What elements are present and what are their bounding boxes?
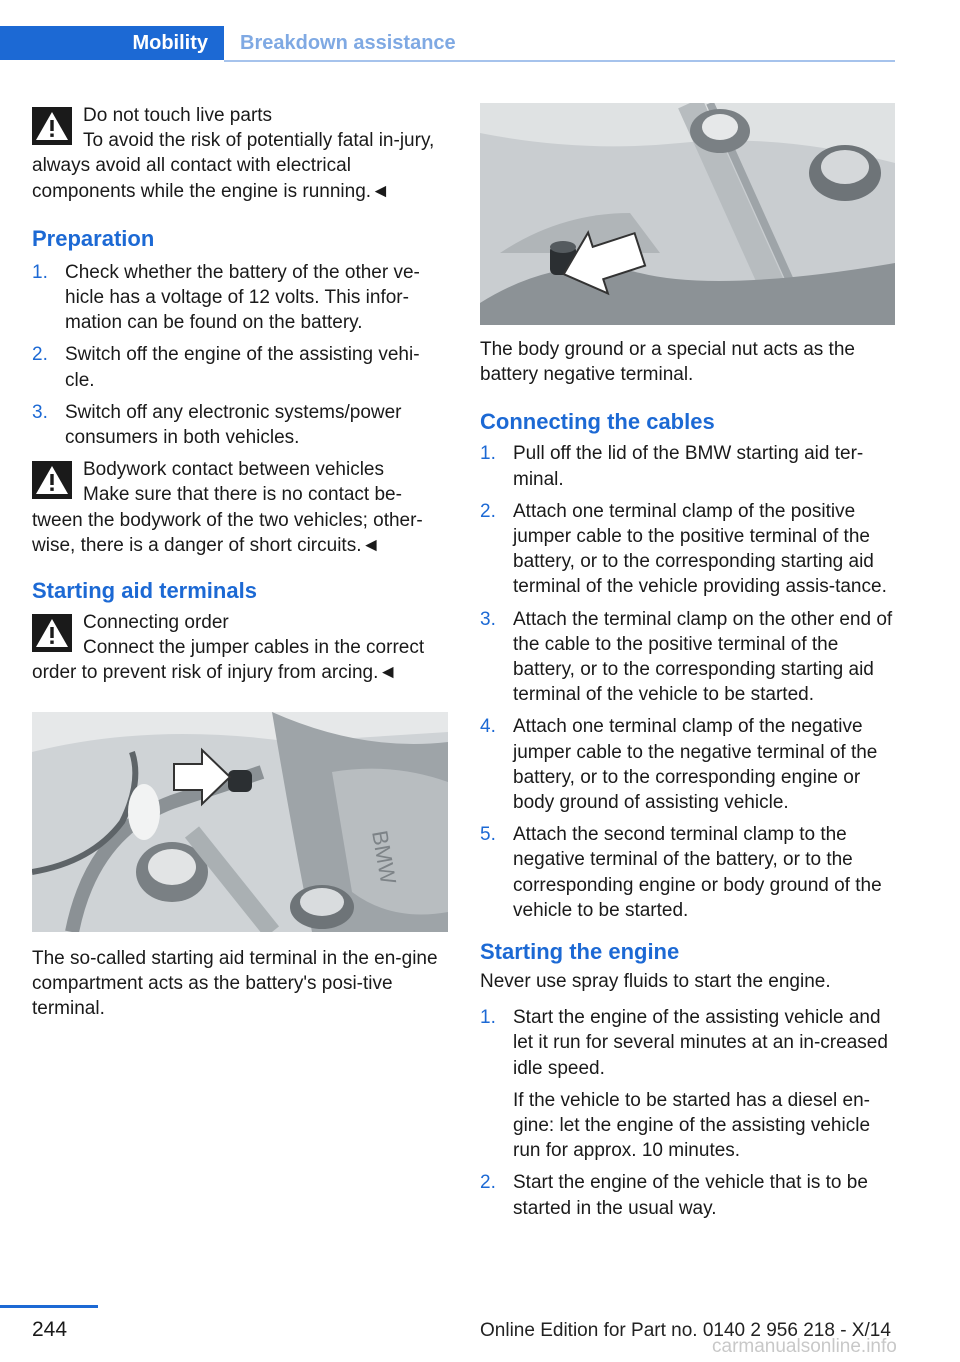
warning-title: Bodywork contact between vehicles	[83, 459, 384, 481]
list-item	[32, 400, 448, 450]
section-tab-breakdown-assistance[interactable]: Breakdown assistance	[240, 32, 456, 54]
warning-icon	[32, 461, 72, 499]
watermark: carmanualsonline.info	[712, 1336, 897, 1357]
step-text: Start the engine of the vehicle that is to be started in the usual way.	[513, 1172, 868, 1219]
step-number: 3.	[32, 401, 48, 423]
warning-live-parts	[32, 103, 448, 204]
footer-rule	[0, 1305, 98, 1308]
list-item	[32, 342, 448, 392]
step-text: Attach one terminal clamp of the positive jumper cable to the positive terminal of the battery, or to the corresponding starting aid terminal of the vehicle providing assis-tance.	[513, 500, 887, 598]
step-number: 2.	[480, 1172, 496, 1194]
engine-compartment-negative-terminal-photo	[480, 103, 895, 325]
step-number: 4.	[480, 716, 496, 738]
heading-preparation: Preparation	[32, 225, 155, 251]
step-text: Switch off any electronic systems/power consumers in both vehicles.	[65, 401, 402, 449]
connecting-steps	[480, 441, 895, 923]
warning-title: Do not touch live parts	[83, 105, 273, 126]
preparation-steps	[32, 260, 448, 450]
edition-note: Online Edition for Part no. 0140 2 956 218 - X/14	[480, 1320, 891, 1341]
heading-starting-aid-terminals: Starting aid terminals	[32, 578, 257, 604]
list-item	[480, 499, 895, 600]
list-item	[480, 822, 895, 923]
list-item	[480, 714, 895, 815]
heading-connecting-the-cables: Connecting the cables	[480, 409, 715, 435]
heading-starting-the-engine: Starting the engine	[480, 939, 680, 965]
warning-connecting-order	[32, 610, 448, 686]
warning-body: To avoid the risk of potentially fatal in-jury, always avoid all contact with electrical components while the engine is running.◄	[32, 130, 435, 202]
list-item	[32, 260, 448, 336]
step-text: Attach the terminal clamp on the other end of the cable to the positive terminal of the battery, or to the corresponding starting aid terminal of the vehicle to be started.	[513, 608, 893, 706]
header-rule	[224, 60, 895, 62]
step-text: Check whether the battery of the other ve-hicle has a voltage of 12 volts. This infor-mation can be found on the battery.	[65, 261, 420, 334]
engine-compartment-positive-terminal-photo	[32, 712, 448, 932]
page-header	[0, 26, 895, 62]
step-number: 1.	[32, 261, 48, 283]
step-number: 3.	[480, 608, 496, 630]
step-text: Switch off the engine of the assisting vehi-cle.	[65, 344, 420, 391]
warning-title: Connecting order	[83, 612, 229, 634]
warning-bodywork-contact	[32, 457, 448, 558]
svg-text:BMW: BMW	[367, 828, 402, 886]
step-number: 2.	[480, 500, 496, 522]
page-number: 244	[32, 1318, 68, 1341]
warning-icon	[32, 614, 72, 652]
step-note: If the vehicle to be started has a diesel en-gine: let the engine of the assisting vehicle run for approx. 10 minutes.	[513, 1089, 871, 1162]
step-number: 1.	[480, 443, 496, 465]
list-item	[480, 441, 895, 491]
step-text: Pull off the lid of the BMW starting aid ter-minal.	[513, 443, 864, 490]
warning-body: Connect the jumper cables in the correct order to prevent risk of injury from arcing.◄	[32, 637, 425, 684]
caption-positive-terminal: The so-called starting aid terminal in the en-gine compartment acts as the battery's posi-tive terminal.	[32, 947, 438, 1020]
step-number: 2.	[32, 344, 48, 366]
step-number: 5.	[480, 824, 496, 846]
caption-negative-terminal: The body ground or a special nut acts as the battery negative terminal.	[480, 339, 855, 386]
left-column	[32, 103, 448, 1021]
list-item	[480, 607, 895, 708]
starting-intro: Never use spray fluids to start the engine.	[480, 971, 831, 993]
starting-steps	[480, 1005, 895, 1221]
section-tab-mobility[interactable]: Mobility	[0, 26, 224, 60]
warning-icon	[32, 107, 72, 145]
step-text: Start the engine of the assisting vehicle and let it run for several minutes at an in-creased idle speed.	[513, 1007, 888, 1079]
right-column	[480, 103, 895, 1228]
step-text: Attach one terminal clamp of the negative jumper cable to the negative terminal of the battery, or to the corresponding engine or body ground of assisting vehicle.	[513, 716, 878, 814]
step-text: Attach the second terminal clamp to the negative terminal of the battery, or to the corresponding engine or body ground of the vehicle to be started.	[513, 824, 882, 921]
list-item	[480, 1005, 895, 1163]
warning-body: Make sure that there is no contact be-tween the bodywork of the two vehicles; other-wise, there is a danger of short circuits.◄	[32, 484, 423, 556]
list-item	[480, 1170, 895, 1220]
step-number: 1.	[480, 1007, 496, 1029]
